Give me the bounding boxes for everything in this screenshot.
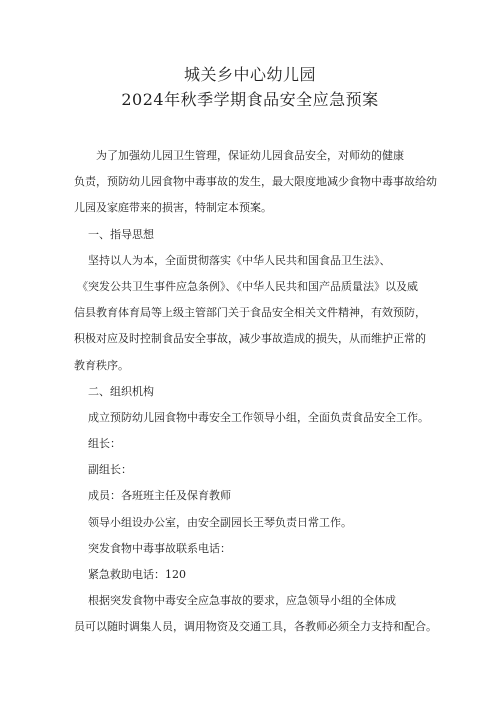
section-heading: 二、组织机构 [88,384,154,398]
paragraph-line: 信县教育体育局等上级主管部门关于食品安全相关文件精神，有效预防， [74,306,426,320]
paragraph-line: 成员：各班班主任及保育教师 [88,489,231,503]
paragraph-line: 儿园及家庭带来的损害，特制定本预案。 [74,201,272,215]
paragraph-line: 领导小组设办公室，由安全副园长王琴负责日常工作。 [88,515,352,529]
document-body [74,143,446,641]
paragraph-line: 积极对应及时控制食品安全事故，减少事故造成的损失，从而维护正常的 [74,332,426,346]
paragraph-line: 为了加强幼儿园卫生管理，保证幼儿园食品安全，对师幼的健康 [96,149,404,162]
paragraph-line: 紧急救助电话：120 [88,568,186,581]
document-title [0,62,500,112]
title-kindergarten-name: 城关乡中心幼儿园 [183,65,316,84]
paragraph-line: 根据突发食物中毒安全应急事故的要求，应急领导小组的全体成 [88,594,396,608]
paragraph-line: 员可以随时调集人员，调用物资及交通工具，各教师必须全力支持和配合。 [74,620,437,634]
paragraph-line: 坚持以人为本，全面贯彻落实《中华人民共和国食品卫生法》、 [88,253,391,267]
paragraph-line: 负责，预防幼儿园食物中毒事故的发生，最大限度地减少食物中毒事故给幼 [74,175,437,189]
paragraph-line: 副组长： [88,463,132,477]
paragraph-line: 《突发公共卫生事件应急条例》、《中华人民共和国产品质量法》以及威 [77,279,418,293]
paragraph-line: 突发食物中毒事故联系电话： [88,541,231,555]
paragraph-line: 成立预防幼儿园食物中毒安全工作领导小组，全面负责食品安全工作。 [88,410,429,424]
paragraph-line: 教育秩序。 [74,358,129,372]
title-plan-name: 2024年秋季学期食品安全应急预案 [121,90,379,109]
paragraph-line: 组长： [88,437,121,451]
section-heading: 一、指导思想 [88,227,154,241]
